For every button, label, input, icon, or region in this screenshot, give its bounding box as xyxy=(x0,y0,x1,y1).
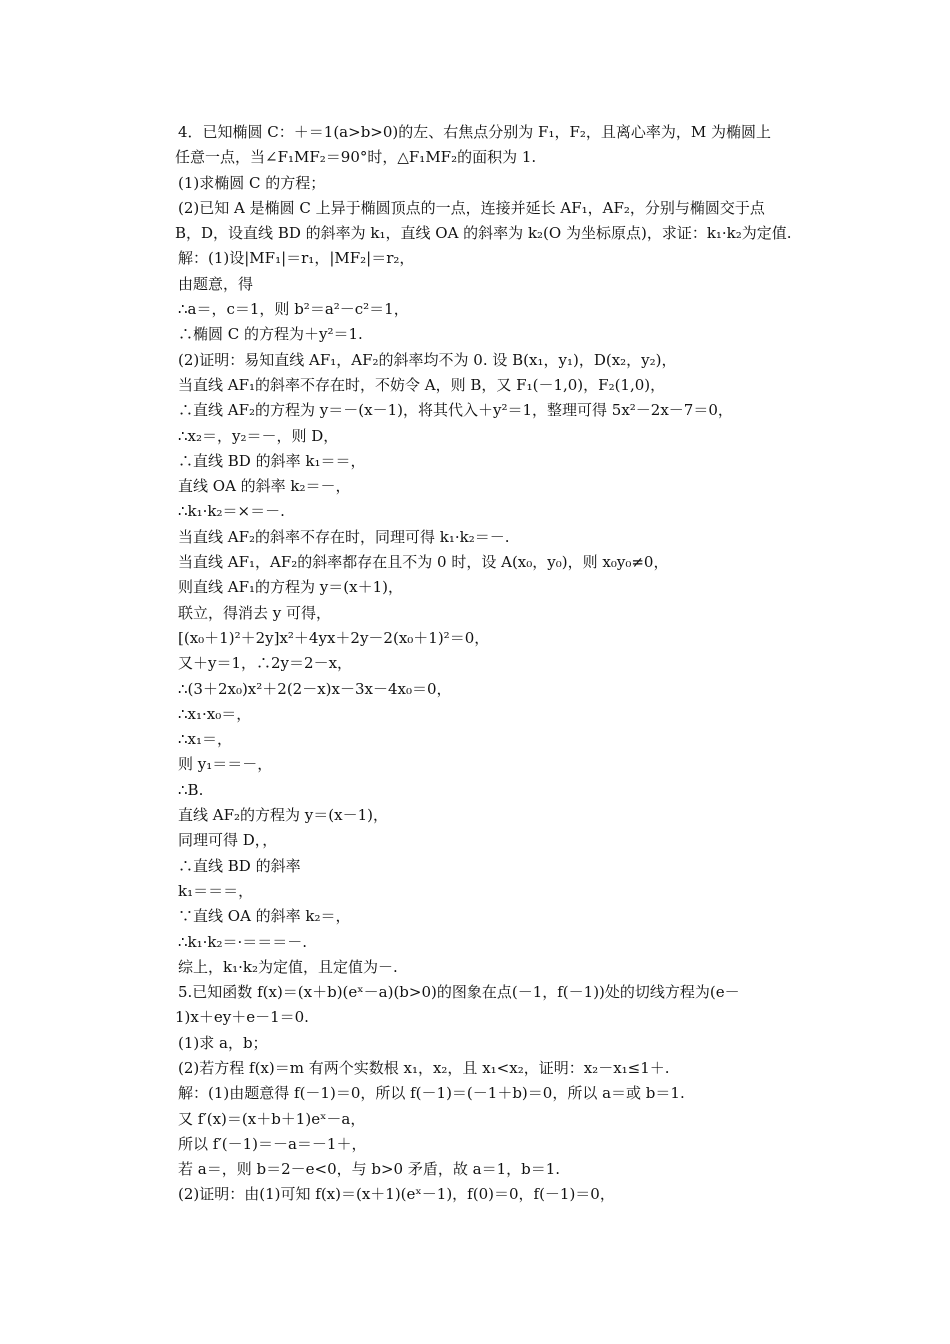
text-line: 4．已知椭圆 C：＋＝1(a>b>0)的左、右焦点分别为 F₁，F₂，且离心率为，M 为椭圆上 xyxy=(178,123,772,141)
text-line: 解：(1)设|MF₁|＝r₁，|MF₂|＝r₂， xyxy=(178,249,415,268)
text-line: [(x₀＋1)²＋2y]x²＋4yx＋2y－2(x₀＋1)²＝0， xyxy=(178,628,490,647)
text-line: (2)已知 A 是椭圆 C 上异于椭圆顶点的一点，连接并延长 AF₁，AF₂，分别与椭圆交于点 xyxy=(178,198,765,217)
text-line: ∵直线 OA 的斜率 k₂＝， xyxy=(178,907,351,926)
text-line: 又 f′(x)＝(x＋b＋1)eˣ－a， xyxy=(178,1109,366,1128)
text-line: ∴x₁＝， xyxy=(178,730,233,749)
text-line: ∴(3＋2x₀)x²＋2(2－x)x－3x－4x₀＝0， xyxy=(178,679,452,698)
text-line: ∴直线 AF₂的方程为 y＝－(x－1)，将其代入＋y²＝1，整理可得 5x²－2x－7＝0， xyxy=(178,401,733,420)
text-line: (1)求椭圆 C 的方程； xyxy=(178,173,326,192)
text-line: ∴x₂＝，y₂＝－，则 D， xyxy=(178,426,339,445)
text-line: 由题意，得 xyxy=(178,274,254,293)
text-line: B，D，设直线 BD 的斜率为 k₁，直线 OA 的斜率为 k₂(O 为坐标原点)，求证：k₁·k₂为定值. xyxy=(175,224,792,243)
text-line: ∴椭圆 C 的方程为＋y²＝1. xyxy=(178,325,363,344)
text-line: 联立，得消去 y 可得， xyxy=(178,603,332,622)
text-line: ∴k₁·k₂＝·＝＝＝－. xyxy=(178,932,308,951)
text-line: (2)证明：易知直线 AF₁，AF₂的斜率均不为 0. 设 B(x₁，y₁)，D(x₂，y₂)， xyxy=(178,350,677,369)
document-body xyxy=(175,120,814,1208)
text-line: 当直线 AF₁，AF₂的斜率都存在且不为 0 时，设 A(x₀，y₀)，则 x₀y₀≠0， xyxy=(178,553,669,572)
text-line: 又＋y＝1，∴2y＝2－x， xyxy=(178,654,353,673)
text-line: ∴直线 BD 的斜率 xyxy=(178,856,301,875)
text-line: (2)若方程 f(x)＝m 有两个实数根 x₁，x₂，且 x₁<x₂，证明：x₂－x₁≤1＋. xyxy=(178,1058,670,1077)
text-line: 所以 f′(－1)＝－a＝－1＋， xyxy=(178,1134,367,1153)
text-line: 直线 OA 的斜率 k₂＝－， xyxy=(178,477,351,496)
text-line: (1)求 a，b； xyxy=(178,1033,268,1052)
text-line: 5.已知函数 f(x)＝(x＋b)(eˣ－a)(b>0)的图象在点(－1，f(－1))处的切线方程为(e－ xyxy=(178,983,740,1002)
text-line: ∴x₁·x₀＝， xyxy=(178,704,252,723)
text-line: 同理可得 D，， xyxy=(178,831,278,850)
text-line: 若 a＝，则 b＝2－e<0，与 b>0 矛盾，故 a＝1，b＝1. xyxy=(178,1160,561,1179)
text-line: 任意一点，当∠F₁MF₂＝90°时，△F₁MF₂的面积为 1. xyxy=(175,148,537,167)
text-line: 直线 AF₂的方程为 y＝(x－1)， xyxy=(178,806,388,825)
text-line: 综上，k₁·k₂为定值，且定值为－. xyxy=(178,957,398,976)
text-line: 则直线 AF₁的方程为 y＝(x＋1)， xyxy=(178,578,403,597)
text-line: ∴a＝，c＝1，则 b²＝a²－c²＝1， xyxy=(178,300,409,319)
text-line: k₁＝＝＝， xyxy=(178,881,254,900)
text-line: ∴k₁·k₂＝×＝－. xyxy=(178,502,285,521)
text-line: 则 y₁＝＝－， xyxy=(178,755,273,774)
text-line: ∴直线 BD 的斜率 k₁＝＝， xyxy=(178,451,366,470)
text-line: ∴B. xyxy=(178,780,204,799)
text-line: (2)证明：由(1)可知 f(x)＝(x＋1)(eˣ－1)，f(0)＝0，f(－1)＝0， xyxy=(178,1185,615,1204)
text-line: 1)x＋ey＋e－1＝0. xyxy=(175,1008,309,1027)
text-line: 当直线 AF₂的斜率不存在时，同理可得 k₁·k₂＝－. xyxy=(178,527,510,546)
text-line: 解：(1)由题意得 f(－1)＝0，所以 f(－1)＝(－1＋b)＝0，所以 a＝或 b＝1. xyxy=(178,1084,685,1103)
text-line: 当直线 AF₁的斜率不存在时，不妨令 A，则 B，又 F₁(－1,0)，F₂(1,0)， xyxy=(178,375,666,394)
